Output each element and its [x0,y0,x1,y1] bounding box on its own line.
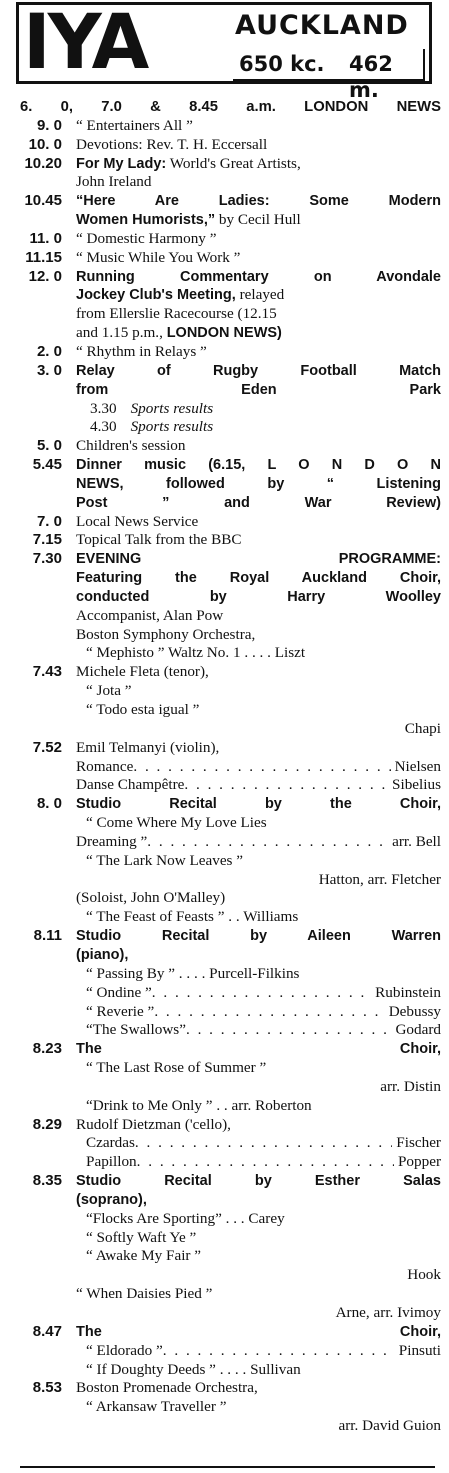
programme-line: “Here Are Ladies: Some Modern [76,193,441,210]
programme-line: Michele Fleta (tenor), [76,663,209,681]
programme-entry [0,230,449,249]
programme-line: Chapi [404,719,441,737]
programme-line: 6. 0, 7.0 & 8.45 a.m. LONDON NEWS [20,99,441,115]
piece-title: “ Reverie ” [86,1002,155,1020]
programme-line: John Ireland [76,173,152,191]
programme-details [76,230,449,249]
leader-dots [133,758,390,777]
programme-line: “ Domestic Harmony ” [76,229,217,247]
programme-line: “ The Lark Now Leaves ” [86,851,244,869]
programme-line: Boston Symphony Orchestra, [76,625,256,643]
programme-time [0,98,20,117]
programme-time: 8. 0 [36,795,62,813]
programme-line: Arne, arr. Ivimoy [335,1304,441,1321]
programme-time: 2. 0 [36,342,62,360]
programme-line: “Drink to Me Only ” . . arr. Roberton [86,1096,312,1114]
piece-title: “The Swallows” [86,1021,186,1039]
programme-entry [0,192,449,230]
programme-line: “ Softly Waft Ye ” [86,1228,197,1246]
composer: Godard [395,1021,441,1039]
bottom-rule [20,1466,435,1468]
programme-entry [0,513,449,532]
programme-line: Rudolf Dietzman ('cello), [76,1115,231,1133]
programme-line: The Choir, [76,1323,441,1340]
programme-line [76,984,441,1003]
composer: Pinsuti [398,1341,441,1359]
composer: Popper [397,1153,441,1171]
programme-time: 3. 0 [36,361,62,379]
programme-line: Emil Telmanyi (violin), [76,738,220,756]
programme-time: 8.29 [32,1115,62,1133]
programme-line: For My Lady: World's Great Artists, [76,154,301,172]
programme-line: Dinner music (6.15, L O N D O N [76,457,441,474]
programme-line: Topical Talk from the BBC [76,531,242,549]
programme-line: (Soloist, John O'Malley) [76,889,226,907]
programme-line: “ Jota ” [86,682,132,700]
programme-line: Local News Service [76,512,199,530]
piece-title: Dreaming ” [76,832,148,850]
programme-details [76,1172,449,1323]
programme-details [76,117,449,136]
programme-entry [0,136,449,155]
programme-list [0,98,449,1436]
programme-line: “ Entertainers All ” [76,116,193,134]
programme-details [76,1379,449,1436]
programme-time: 8.53 [32,1379,62,1397]
programme-line: arr. Distin [380,1077,441,1095]
programme-line: Children's session [76,437,186,455]
leader-dots [163,1342,395,1361]
programme-line [76,1003,441,1022]
programme-details [76,136,449,155]
composer: arr. Bell [392,832,441,850]
frequency-box [233,49,425,102]
programme-line: “ The Last Rose of Summer ” [86,1059,267,1077]
programme-entry [0,1116,449,1173]
piece-title: “ Ondine ” [86,983,152,1001]
programme-entry [0,1172,449,1323]
wavelength-metres: 462 m. [349,52,393,102]
programme-line: Accompanist, Alan Pow [76,606,224,624]
programme-entry [0,437,449,456]
programme-line: 3.30 Sports results [90,399,214,417]
composer: Fischer [396,1134,441,1152]
programme-entry [0,249,449,268]
programme-entry [0,927,449,1040]
programme-line [76,833,441,852]
programme-line: The Choir, [76,1041,441,1058]
programme-line: conducted by Harry Woolley [76,588,441,605]
programme-details [76,1116,449,1173]
programme-line: “Flocks Are Sporting” . . . Carey [86,1209,285,1227]
programme-details [76,550,449,663]
programme-line: Post ” and War Review) [76,494,441,511]
programme-time: 8.35 [32,1172,62,1190]
programme-line: from Eden Park [76,381,441,398]
programme-time: 12. 0 [28,267,62,285]
programme-time: 8.23 [32,1040,62,1058]
leader-dots [184,776,388,795]
station-header [16,0,432,102]
programme-line: NEWS, followed by “ Listening [76,475,441,492]
programme-line [76,776,441,795]
programme-line: “ Rhythm in Relays ” [76,342,207,360]
programme-time: 11.15 [25,248,62,266]
programme-line [76,1134,441,1153]
programme-details [76,362,449,437]
piece-title: Papillon [86,1153,137,1171]
programme-line: 4.30 Sports results [90,418,214,436]
programme-line: “ Come Where My Love Lies [86,814,267,832]
programme-entry [0,98,449,117]
leader-dots [147,833,388,852]
programme-time: 9. 0 [36,116,62,134]
programme-entry [0,550,449,663]
programme-details [76,531,449,550]
programme-entry [0,343,449,362]
programme-details [20,98,449,117]
programme-time: 5.45 [32,456,62,474]
programme-time: 7.15 [32,531,62,549]
programme-line: (soprano), [76,1191,147,1208]
leader-dots [154,1003,384,1022]
programme-details [76,739,449,796]
piece-title: Czardas [86,1134,135,1152]
leader-dots [135,1134,392,1153]
programme-details [76,192,449,230]
leader-dots [152,984,371,1003]
composer: Sibelius [392,776,441,794]
programme-details [76,1040,449,1115]
programme-line: “ Passing By ” . . . . Purcell-Filkins [86,964,300,982]
programme-details [76,343,449,362]
programme-line: Running Commentary on Avondale [76,268,441,285]
composer: Rubinstein [375,983,441,1001]
programme-line: Boston Promenade Orchestra, [76,1379,258,1397]
programme-details [76,456,449,513]
programme-line: “ Awake My Fair ” [86,1247,202,1265]
programme-line: Hatton, arr. Fletcher [318,870,441,888]
programme-details [76,795,449,927]
programme-line [76,1021,441,1040]
programme-time: 10. 0 [28,135,62,153]
programme-line: “ When Daisies Pied ” [76,1285,213,1303]
programme-line: Jockey Club's Meeting, relayed [76,286,285,304]
programme-time: 8.47 [32,1322,62,1340]
programme-line: EVENING PROGRAMME: [76,551,441,568]
programme-details [76,663,449,738]
programme-line: Studio Recital by Aileen Warren [76,928,441,945]
composer: Nielsen [394,757,441,775]
programme-line: Studio Recital by the Choir, [76,796,441,813]
programme-details [76,155,449,193]
programme-line: “ Todo esta igual ” [86,701,200,718]
piece-title: Danse Champêtre [76,776,185,794]
programme-entry [0,1379,449,1436]
leader-dots [186,1021,391,1040]
programme-line: “ Mephisto ” Waltz No. 1 . . . . Liszt [86,644,306,662]
programme-time: 10.20 [24,154,62,172]
programme-entry [0,456,449,513]
piece-title: Romance [76,757,134,775]
programme-line: (piano), [76,946,129,963]
programme-line: Hook [407,1266,441,1284]
programme-line: Women Humorists,” by Cecil Hull [76,211,301,229]
programme-entry [0,795,449,927]
programme-entry [0,1323,449,1380]
programme-line: Featuring the Royal Auckland Choir, [76,570,441,587]
programme-entry [0,155,449,193]
station-logo: IYA [23,0,147,86]
programme-line: Studio Recital by Esther Salas [76,1173,441,1190]
programme-time: 7.30 [32,550,62,568]
programme-entry [0,362,449,437]
programme-entry [0,739,449,796]
composer: Debussy [388,1002,441,1020]
programme-details [76,437,449,456]
programme-details [76,268,449,343]
programme-line: “ If Doughty Deeds ” . . . . Sullivan [86,1360,301,1378]
programme-line [76,758,441,777]
programme-time: 7. 0 [36,512,62,530]
programme-line: from Ellerslie Racecourse (12.15 [76,305,277,323]
programme-time: 7.52 [32,738,62,756]
programme-line: Devotions: Rev. T. H. Eccersall [76,135,268,153]
programme-line [76,1342,441,1361]
programme-entry [0,268,449,343]
programme-line: “ Arkansaw Traveller ” [86,1398,227,1416]
programme-time: 5. 0 [36,437,62,455]
leader-dots [137,1153,394,1172]
programme-line: and 1.15 p.m., LONDON NEWS) [76,324,282,342]
programme-entry [0,117,449,136]
programme-details [76,249,449,268]
programme-time: 11. 0 [29,229,62,247]
programme-details [76,927,449,1040]
programme-time: 8.11 [33,927,62,945]
programme-details [76,513,449,532]
programme-line [76,1153,441,1172]
station-city: AUCKLAND [235,10,409,41]
programme-line: arr. David Guion [338,1417,441,1435]
programme-entry [0,663,449,738]
programme-line: Relay of Rugby Football Match [76,362,441,379]
piece-title: “ Eldorado ” [86,1341,163,1359]
frequency-kc: 650 kc. [239,52,325,76]
programme-entry [0,1040,449,1115]
programme-line: “ The Feast of Feasts ” . . Williams [86,908,299,926]
programme-time: 7.43 [32,663,62,681]
programme-details [76,1323,449,1380]
programme-time: 10.45 [24,192,62,210]
programme-entry [0,531,449,550]
programme-line: “ Music While You Work ” [76,248,241,266]
